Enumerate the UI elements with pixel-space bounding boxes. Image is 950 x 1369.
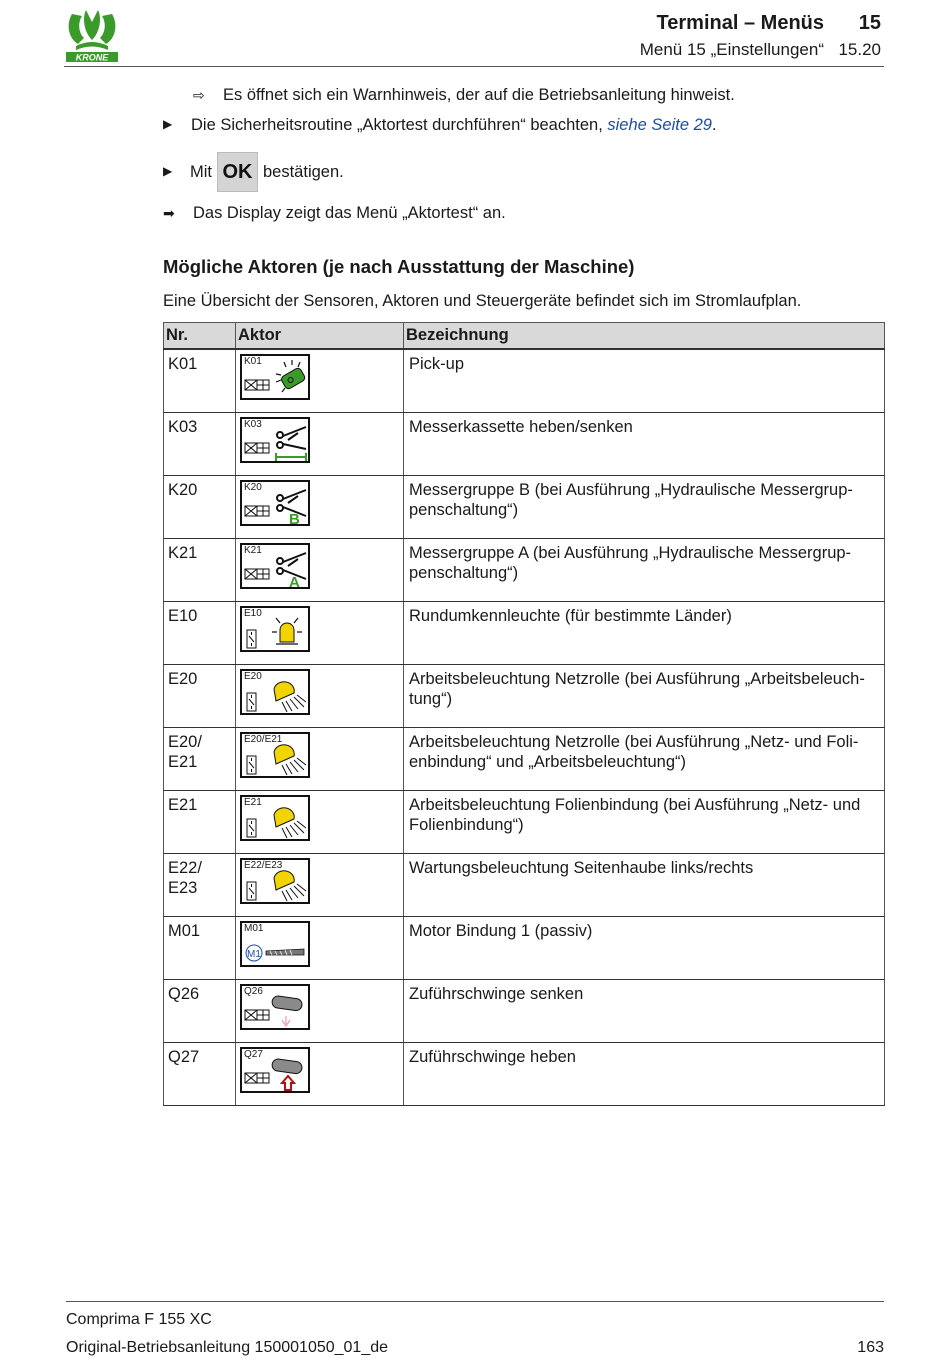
row-aktor bbox=[236, 665, 404, 728]
row-bezeichnung: Pick-up bbox=[404, 349, 885, 413]
header-subtitle: Menü 15 „Einstellungen“ bbox=[639, 40, 824, 59]
intro-text: Eine Übersicht der Sensoren, Aktoren und Steuergeräte befindet sich im Stromlaufplan. bbox=[163, 292, 802, 310]
table-row bbox=[164, 349, 885, 413]
actuator-code: Q26 bbox=[244, 986, 263, 997]
actuator-code: E20 bbox=[244, 671, 262, 682]
header-title: Terminal – Menüs bbox=[656, 12, 824, 34]
row-aktor bbox=[236, 602, 404, 665]
row-bezeichnung: Zuführschwinge senken bbox=[404, 980, 885, 1043]
row-bezeichnung: Rundumkennleuchte (für bestimmte Länder) bbox=[404, 602, 885, 665]
row-nr: Q26 bbox=[164, 980, 236, 1043]
row-nr: Q27 bbox=[164, 1043, 236, 1106]
header-rule bbox=[64, 66, 884, 67]
step-confirm-after: bestätigen. bbox=[263, 163, 344, 181]
row-aktor bbox=[236, 349, 404, 413]
footer-doc: Original-Betriebsanleitung 150001050_01_de bbox=[66, 1339, 389, 1356]
motor-icon bbox=[240, 921, 310, 967]
table-row bbox=[164, 980, 885, 1043]
action-marker-icon: ▶ bbox=[163, 164, 173, 178]
row-bezeichnung: Arbeitsbeleuchtung Folienbindung (bei Ausführung „Netz- und Folienbindung“) bbox=[404, 791, 885, 854]
step-confirm-before: Mit bbox=[190, 163, 212, 181]
section-title: Mögliche Aktoren (je nach Ausstattung der Maschine) bbox=[163, 256, 635, 277]
svg-text:A: A bbox=[289, 574, 300, 589]
row-nr: K21 bbox=[164, 539, 236, 602]
row-nr: K03 bbox=[164, 413, 236, 476]
footer-page-number: 163 bbox=[857, 1339, 884, 1356]
step-display-text: Das Display zeigt das Menü „Aktortest“ an. bbox=[193, 204, 506, 222]
pickup-icon bbox=[240, 354, 310, 400]
row-bezeichnung: Messerkassette heben/senken bbox=[404, 413, 885, 476]
row-aktor bbox=[236, 1043, 404, 1106]
knife-group-b-icon bbox=[240, 480, 310, 526]
header-section: 15.20 bbox=[838, 40, 881, 59]
table-row bbox=[164, 602, 885, 665]
actuator-code: E10 bbox=[244, 608, 262, 619]
row-nr: M01 bbox=[164, 917, 236, 980]
beacon-light-icon bbox=[240, 606, 310, 652]
svg-text:KRONE: KRONE bbox=[75, 52, 109, 63]
row-nr: K20 bbox=[164, 476, 236, 539]
footer-model: Comprima F 155 XC bbox=[66, 1311, 212, 1328]
row-aktor bbox=[236, 980, 404, 1043]
row-nr: E21 bbox=[164, 791, 236, 854]
col-header-aktor: Aktor bbox=[236, 323, 404, 350]
actuator-code: K20 bbox=[244, 482, 262, 493]
result-marker-solid-icon: ➡ bbox=[163, 205, 175, 221]
actuator-code: E20/E21 bbox=[244, 734, 283, 745]
actuator-code: K03 bbox=[244, 419, 262, 430]
row-bezeichnung: Arbeitsbeleuchtung Netzrolle (bei Ausführung „Netz- und Foli-enbindung“ und „Arbeitsbeleuchtung“) bbox=[404, 728, 885, 791]
row-nr: K01 bbox=[164, 349, 236, 413]
row-aktor bbox=[236, 413, 404, 476]
work-light-icon bbox=[240, 669, 310, 715]
step-warning-text: Es öffnet sich ein Warnhinweis, der auf die Betriebsanleitung hinweist. bbox=[223, 86, 735, 104]
actuator-table bbox=[163, 322, 885, 1106]
work-light-icon bbox=[240, 795, 310, 841]
work-light-icon bbox=[240, 732, 310, 778]
row-bezeichnung: Arbeitsbeleuchtung Netzrolle (bei Ausführung „Arbeitsbeleuch-tung“) bbox=[404, 665, 885, 728]
table-row bbox=[164, 539, 885, 602]
col-header-nr: Nr. bbox=[164, 323, 236, 350]
table-row bbox=[164, 791, 885, 854]
action-marker-icon: ▶ bbox=[163, 117, 173, 131]
row-bezeichnung: Zuführschwinge heben bbox=[404, 1043, 885, 1106]
footer-rule bbox=[66, 1301, 884, 1302]
table-row bbox=[164, 1043, 885, 1106]
row-aktor bbox=[236, 539, 404, 602]
table-row bbox=[164, 854, 885, 917]
row-aktor bbox=[236, 476, 404, 539]
col-header-bezeichnung: Bezeichnung bbox=[404, 323, 885, 350]
feeder-raise-icon bbox=[240, 1047, 310, 1093]
actuator-code: M01 bbox=[244, 923, 264, 934]
row-bezeichnung: Motor Bindung 1 (passiv) bbox=[404, 917, 885, 980]
header-chapter: 15 bbox=[858, 12, 881, 34]
feeder-lower-icon bbox=[240, 984, 310, 1030]
row-nr: E20 bbox=[164, 665, 236, 728]
row-nr: E22/ E23 bbox=[164, 854, 236, 917]
page-link[interactable]: siehe Seite 29 bbox=[607, 116, 712, 134]
row-aktor bbox=[236, 791, 404, 854]
svg-text:M1: M1 bbox=[247, 949, 261, 960]
table-header-row bbox=[164, 323, 885, 350]
actuator-code: Q27 bbox=[244, 1049, 263, 1060]
table-row bbox=[164, 476, 885, 539]
row-nr: E20/ E21 bbox=[164, 728, 236, 791]
step-safety-text: Die Sicherheitsroutine „Aktortest durchführen“ beachten, bbox=[191, 116, 608, 134]
row-bezeichnung: Messergruppe A (bei Ausführung „Hydraulische Messergrup-penschaltung“) bbox=[404, 539, 885, 602]
result-marker-hollow-icon: ⇨ bbox=[193, 87, 205, 103]
krone-logo bbox=[64, 8, 120, 64]
knife-group-a-icon bbox=[240, 543, 310, 589]
actuator-code: E22/E23 bbox=[244, 860, 283, 871]
actuator-code: K21 bbox=[244, 545, 262, 556]
actuator-code: E21 bbox=[244, 797, 262, 808]
table-row bbox=[164, 413, 885, 476]
row-aktor bbox=[236, 917, 404, 980]
table-row bbox=[164, 728, 885, 791]
ok-key-icon: OK bbox=[217, 152, 258, 192]
knife-cassette-icon bbox=[240, 417, 310, 463]
actuator-code: K01 bbox=[244, 356, 262, 367]
row-bezeichnung: Messergruppe B (bei Ausführung „Hydraulische Messergrup-penschaltung“) bbox=[404, 476, 885, 539]
row-aktor bbox=[236, 854, 404, 917]
work-light-icon bbox=[240, 858, 310, 904]
table-row bbox=[164, 665, 885, 728]
svg-text:B: B bbox=[289, 511, 300, 526]
step-safety-tail: . bbox=[711, 116, 717, 134]
row-bezeichnung: Wartungsbeleuchtung Seitenhaube links/rechts bbox=[404, 854, 885, 917]
table-row bbox=[164, 917, 885, 980]
step-safety-routine bbox=[191, 116, 717, 135]
row-nr: E10 bbox=[164, 602, 236, 665]
row-aktor bbox=[236, 728, 404, 791]
